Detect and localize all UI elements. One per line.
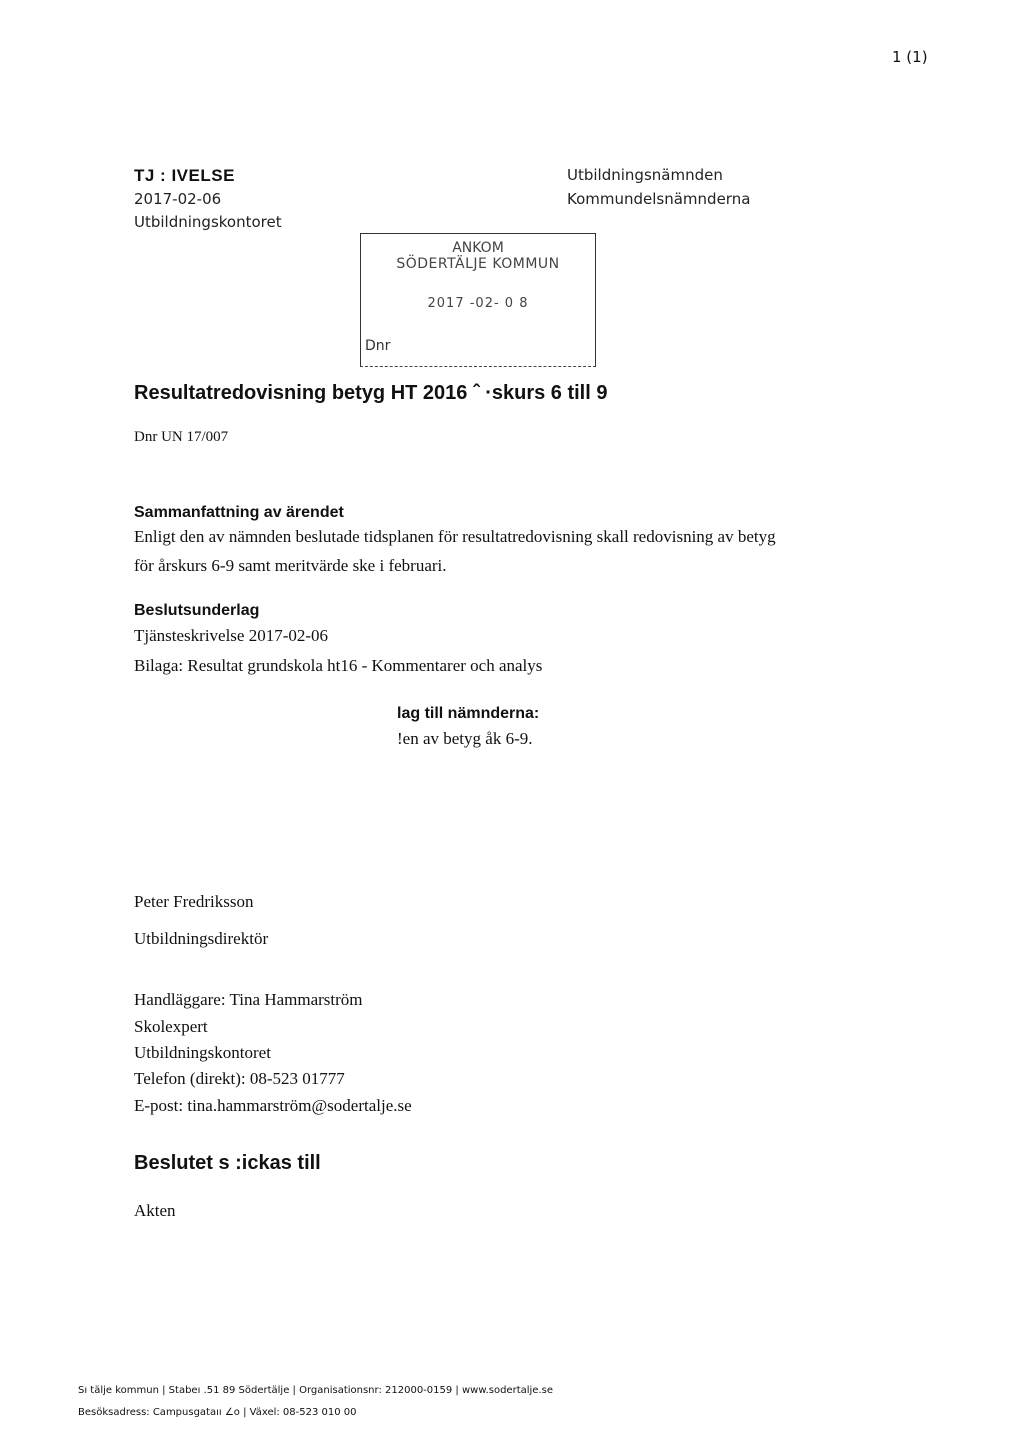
page-number: 1 (1) [892, 48, 928, 66]
document-date: 2017-02-06 [134, 190, 222, 208]
case-number: Dnr UN 17/007 [134, 429, 229, 445]
document-office: Utbildningskontoret [134, 213, 282, 231]
summary-text: för årskurs 6-9 samt meritvärde ske i februari. [134, 556, 447, 575]
footer-contact: Besöksadress: Campusgataıı ∠o | Växel: 08-523 010 00 [78, 1407, 357, 1418]
send-to-item: Akten [134, 1201, 176, 1220]
send-to-heading: Beslutet s :ickas till [134, 1152, 321, 1174]
stamp-organization: SÖDERTÄLJE KOMMUN [396, 256, 560, 272]
handler-phone: Telefon (direkt): 08-523 01777 [134, 1069, 345, 1088]
signatory-name: Peter Fredriksson [134, 892, 254, 911]
basis-heading: Beslutsunderlag [134, 602, 260, 619]
signatory-title: Utbildningsdirektör [134, 929, 269, 948]
stamp-date: 2017 -02- 0 8 [427, 296, 529, 311]
proposal-text: !en av betyg åk 6-9. [397, 729, 533, 748]
handler-name: Handläggare: Tina Hammarström [134, 990, 363, 1009]
footer-address: Sı tälje kommun | Stabeı .51 89 Södertälje | Organisationsnr: 212000-0159 | www.sodertalje.se [78, 1385, 553, 1396]
basis-item: Tjänsteskrivelse 2017-02-06 [134, 626, 329, 645]
handler-email: E-post: tina.hammarström@sodertalje.se [134, 1096, 412, 1115]
recipient: Kommundelsnämnderna [567, 190, 751, 208]
handler-office: Utbildningskontoret [134, 1043, 271, 1062]
stamp-received-label: ANKOM [452, 240, 504, 256]
document-type: TJ : IVELSE [134, 166, 235, 185]
handler-role: Skolexpert [134, 1017, 208, 1036]
summary-heading: Sammanfattning av ärendet [134, 504, 344, 521]
page-title: Resultatredovisning betyg HT 2016 ˆ ·skurs 6 till 9 [134, 382, 608, 404]
recipient: Utbildningsnämnden [567, 166, 723, 184]
basis-item: Bilaga: Resultat grundskola ht16 - Kommentarer och analys [134, 656, 543, 675]
stamp-dnr-label: Dnr [365, 338, 391, 354]
summary-text: Enligt den av nämnden beslutade tidsplanen för resultatredovisning skall redovisning av betyg [134, 527, 776, 546]
received-stamp [360, 233, 596, 367]
proposal-heading: lag till nämnderna: [397, 705, 540, 722]
